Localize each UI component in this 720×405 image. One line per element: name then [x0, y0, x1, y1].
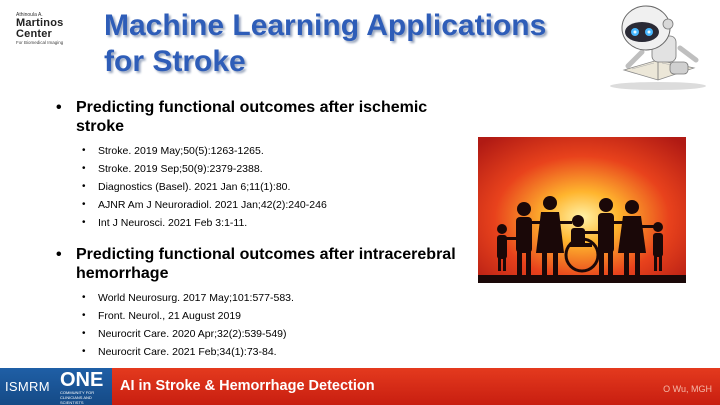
reference-list: [56, 142, 476, 232]
section-hemorrhage: [56, 245, 476, 361]
martinos-center-logo: [16, 12, 76, 46]
ismrm-label: ISMRM: [5, 379, 50, 394]
family-silhouette-image: [478, 137, 686, 283]
reference-item: • Diagnostics (Basel). 2021 Jan 6;11(1):80.: [82, 178, 476, 196]
reference-item: • Front. Neurol., 21 August 2019: [82, 307, 476, 325]
one-label: ONE: [60, 369, 104, 391]
logo-line1: Athinoula A.: [16, 12, 43, 18]
one-subtitle: COMMUNITY FOR CLINICIANS AND SCIENTISTS: [60, 390, 95, 405]
logo-line4: For Biomedical Imaging: [16, 40, 64, 45]
section-ischemic: [56, 98, 476, 232]
section-heading: • Predicting functional outcomes after ischemic stroke: [56, 98, 476, 136]
reference-item: • World Neurosurg. 2017 May;101:577-583.: [82, 289, 476, 307]
logo-line2: Martinos: [16, 17, 64, 29]
reference-item: • AJNR Am J Neuroradiol. 2021 Jan;42(2):240-246: [82, 196, 476, 214]
footer-title: AI in Stroke & Hemorrhage Detection: [120, 378, 375, 394]
footer-author: O Wu, MGH: [663, 384, 712, 394]
reference-list: [56, 289, 476, 361]
robot-reading-book-image: [598, 2, 718, 92]
footer-bar: [0, 368, 720, 405]
reference-item: • Neurocrit Care. 2020 Apr;32(2):539-549): [82, 325, 476, 343]
reference-item: • Stroke. 2019 May;50(5):1263-1265.: [82, 142, 476, 160]
slide-title: Machine Learning Applications for Stroke: [104, 9, 547, 78]
reference-item: • Neurocrit Care. 2021 Feb;34(1):73-84.: [82, 343, 476, 361]
reference-item: • Int J Neurosci. 2021 Feb 3:1-11.: [82, 214, 476, 232]
logo-line3: Center: [16, 28, 53, 40]
reference-item: • Stroke. 2019 Sep;50(9):2379-2388.: [82, 160, 476, 178]
section-heading: • Predicting functional outcomes after intracerebral hemorrhage: [56, 245, 476, 283]
ismrm-one-logo: [0, 368, 112, 405]
